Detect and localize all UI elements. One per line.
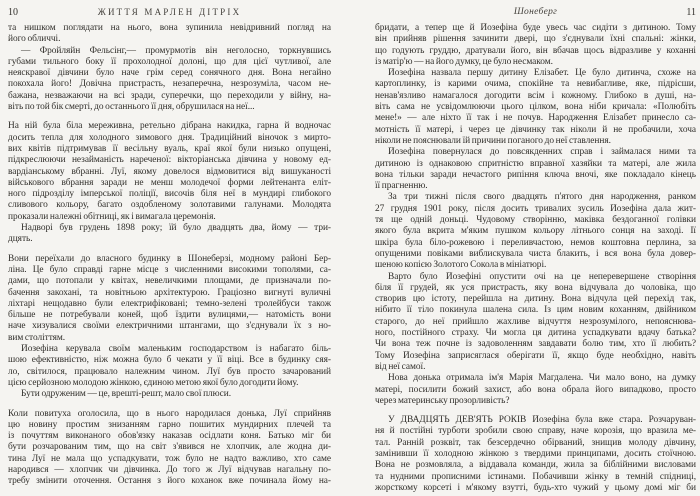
text-line: вих квітів підтримував її весільну вуаль, краї якої були низько опущені, bbox=[8, 143, 331, 154]
text-line: На ній була біла мереживна, ретельно дібрана накидка, гарна й водночас bbox=[8, 121, 331, 132]
text-line: він прийняв рішення зачинити двері, що з'єднували їхні спальні: жінки, bbox=[375, 34, 696, 45]
text-line: требу змінити оточення. Остання з його коханок вже починала йому на- bbox=[8, 476, 331, 487]
text-line: від неї самої. bbox=[375, 361, 426, 372]
text-line: із почуттям виконаного обов'язку наказав осідлати коня. Батько міг би bbox=[8, 431, 331, 442]
paragraph bbox=[375, 373, 696, 407]
text-line: вардіанському вбранні. Луї, якому довелося відмовитися від вишуканості bbox=[8, 166, 331, 177]
text-line: його обличчі. bbox=[8, 34, 61, 45]
text-line: За три тижні після свого двадцять п'ятого дня народження, ранком bbox=[388, 192, 696, 203]
text-line: ніколи не пояснювали їй причини поганого до неї ставлення. bbox=[375, 135, 611, 146]
text-line: бачення закохані, та новітньою архітектурою. Граціозно вигнуті вуличні bbox=[8, 287, 331, 298]
text-line: нібито її тіло покинула шалена сила. Із цим новим коханням, двійником bbox=[375, 305, 696, 316]
text-line: цю новину простим знизанням гарно пошитих мундирних плечей та bbox=[8, 419, 331, 430]
text-line: бридати, а тепер ще й Йозефіна буде увесь час сидіти з дитиною. Тому bbox=[375, 23, 696, 33]
text-line: Бути одруженим — це, врешті-решт, мало свої плюси. bbox=[21, 389, 231, 400]
text-line: картоплинку, із карими очима, спокійне та невибагливе, яке, підрісши, bbox=[375, 79, 696, 90]
text-line: із матір'ю — на його думку, це було несмаком. bbox=[375, 56, 553, 67]
text-line: віть по той бік смерті, до останнього її дня, обрушилася на неї... bbox=[8, 102, 255, 113]
paragraph bbox=[8, 344, 331, 389]
text-line: вим століттям. bbox=[8, 332, 66, 343]
paragraph bbox=[8, 254, 331, 344]
text-line: ліна. Це було справді гарне місце з численними високими тополями, са- bbox=[8, 264, 331, 275]
text-line: підкреслюючи незайманість нареченої: вікторіанська дівчина у новому ед- bbox=[8, 155, 331, 166]
text-line: біля її грудей, як уся пристрасть, яку вона відчувала до чоловіка, що bbox=[375, 282, 696, 293]
text-line: віть сама не усвідомлюючи цього цілком, вона ніби кричала: «Полюбіть bbox=[375, 102, 696, 113]
text-line: ного, постійного страху. Чи могла ця дитина успадкувати вдачу батька? bbox=[375, 328, 696, 339]
page-left bbox=[8, 0, 331, 496]
text-line: замінивши її холодною жінкою з твердими принципами, досить стоїчною. bbox=[375, 448, 696, 459]
text-line: ло, світилося, працювало належним чином. Луї був просто зачарований bbox=[8, 366, 331, 377]
text-line: військового вбрання заради не менш молодечої форми лейтенанта еліт- bbox=[8, 177, 331, 188]
text-line: Вони переїхали до власного будинку в Шонеберзі, модному районі Бер- bbox=[8, 253, 331, 264]
text-line: тя ще одній доньці. Чудовому створінню, маківка бездоганної голівки bbox=[375, 215, 696, 226]
paragraph bbox=[375, 68, 696, 147]
text-line: 27 грудня 1901 року, після досить тривалих зусиль Йозефіна дала жит- bbox=[375, 203, 696, 214]
text-line: шою ефективністю, ніж можна було б чекати у її віці. Все в будинку сяя- bbox=[8, 355, 331, 366]
text-line: У ДВАДЦЯТЬ ДЕВ'ЯТЬ РОКІВ Йозефіна була вже стара. Розчаруван- bbox=[388, 415, 696, 426]
running-head-right: Шонеберг bbox=[513, 7, 558, 17]
text-line: створив цю істоту, перейшла на дитину. Вона відчула цей перехід так, bbox=[375, 294, 696, 305]
text-line: неяскравої дівчини було наче грім серед сонячного дня. Вона негайно bbox=[8, 68, 331, 79]
paragraph bbox=[8, 223, 331, 246]
page-number-right: 11 bbox=[686, 7, 696, 18]
text-line: губами тильного боку її прохолодної долоні, що для цієї чутливої, але bbox=[8, 56, 331, 67]
running-head-left: ЖИТТЯ МАРЛЕН ДІТРІХ bbox=[97, 7, 242, 17]
text-line: жорсткому корсеті і м'якому взутті, будь-хто чужий у цьому домі міг би bbox=[375, 482, 696, 493]
text-line: Коли повитуха оголосила, що в нього народилася донька, Луї сприйняв bbox=[8, 408, 331, 419]
text-line: — Фройляйн Фельсінг,— промурмотів він неголосно, торкнувшись bbox=[21, 45, 331, 56]
page-body-left bbox=[8, 23, 331, 488]
text-line: дами, що потопали у квітах, невеличкими площами, де призначали по- bbox=[8, 276, 331, 287]
paragraph bbox=[375, 415, 696, 494]
paragraph bbox=[8, 46, 331, 114]
paragraph bbox=[8, 389, 331, 400]
text-line: проказали належні обітниці, як і вимагала церемонія. bbox=[8, 211, 216, 222]
text-line: та нудними прописними істинами. Побачивши жінку в темній спідниці, bbox=[375, 471, 696, 482]
text-line: наче хизувалися своїми електричними штангами, що з'єднували їх з но- bbox=[8, 321, 331, 332]
text-line: ліхтарі нещодавно були електрифіковані; темно-зелені тролейбуси також bbox=[8, 298, 331, 309]
text-line: досить тепла для холодного зимового дня. Традиційний віночок з мирто- bbox=[8, 132, 331, 143]
text-line: Нова донька отримала ім'я Марія Магдалена. Чи мало воно, на думку bbox=[388, 373, 696, 384]
text-line: Вона не розмовляла, а віддавала команди, жила за біблійними висловами bbox=[375, 460, 696, 471]
text-line: мене!» — але ніхто її так і не почув. Народження Елізабет принесло са- bbox=[375, 113, 696, 124]
text-line: сливового кольору, багато оздобленому золотавими галунами. Молодята bbox=[8, 200, 331, 211]
text-line: старого, до неї прийшло жахливе відчуття незрозумілого, непояснюва- bbox=[375, 316, 696, 327]
text-line: покохала його! Довічна пристрасть, незаперечна, незрозуміла, часом не- bbox=[8, 79, 331, 90]
text-line: через материнську прозорливість? bbox=[375, 395, 510, 406]
text-line: народився — хлопчик чи дівчинка. До того ж Луї відчував нагальну по- bbox=[8, 464, 331, 475]
text-line: Чи вона теж почне із задоволенням завдавати болю тим, хто її любить? bbox=[375, 339, 696, 350]
text-line: Надворі був грудень 1898 року; їй було двадцять два, йому — три- bbox=[21, 223, 331, 234]
text-line: Йозефіна керувала своїм маленьким господарством із набагато біль- bbox=[21, 344, 331, 355]
text-line: вона тільки заради нечастого рипіння ключа вночі, яке покладало кінець bbox=[375, 169, 696, 180]
text-line: ного підрозділу імперської поліції, височів біля неї в мундирі глибокого bbox=[8, 189, 331, 200]
page-body-right bbox=[375, 23, 696, 494]
text-line: шеною копією Золотого Сокола в мініатюрі. bbox=[375, 260, 547, 271]
text-line: Варто було Йозефіні опустити очі на це неперевершене створіння bbox=[388, 271, 696, 282]
paragraph bbox=[375, 23, 696, 68]
paragraph bbox=[375, 192, 696, 271]
text-line: що годують груддю, дратували його, він вбачав щось відразливе у коханні bbox=[375, 45, 696, 56]
text-line: ненав'язливо намагалося догодити всім і кожному. Глибоко в душі, на- bbox=[375, 90, 696, 101]
page-header-left bbox=[8, 6, 331, 19]
text-line: тал. Ранній розквіт, так безсердечно обірваний, знищив молоду дівчину, bbox=[375, 437, 696, 448]
text-line: ня й постійні турботи зробили свою справу, наче корозія, що вразила ме- bbox=[375, 426, 696, 437]
paragraph bbox=[375, 147, 696, 192]
text-line: опущеними повіками виблискувала чиста блакить, і вся вона була довер- bbox=[375, 248, 696, 259]
page-number-left: 10 bbox=[8, 7, 18, 18]
paragraph bbox=[375, 272, 696, 374]
text-line: бажана, незважаючи на всі зради, суперечки, що переходили у війну, на- bbox=[8, 90, 331, 101]
page-right bbox=[375, 0, 696, 496]
page-header-right bbox=[375, 6, 696, 19]
text-line: тина Луї не мала що успадкувати, тож було не надто важливо, хто саме bbox=[8, 453, 331, 464]
text-line: якого була вкрита м'яким пушком кольору літнього сонця на заході. Її bbox=[375, 226, 696, 237]
text-line: дитиною із однаковою спритністю вправної хазяйки та матері, але жила bbox=[375, 158, 696, 169]
text-line: цією серйозною молодою жінкою, єдиною метою якої було догодити йому. bbox=[8, 377, 299, 388]
text-line: матері, посилити божий захист, або вона обрала його випадково, просто bbox=[375, 384, 696, 395]
text-line: Йозефіна повернулася до повсякденних справ і займалася ними та bbox=[388, 147, 696, 158]
text-line: бути розчарованим тим, що на світ з'явився не хлопчик, але жодна ди- bbox=[8, 442, 331, 453]
text-line: та нишком поглядати на нього, вона зупинила невідривний погляд на bbox=[8, 23, 331, 33]
paragraph bbox=[8, 121, 331, 223]
text-line: Йозефіна назвала першу дитину Елізабет. Це було дитинча, схоже на bbox=[388, 68, 696, 79]
text-line: дцять. bbox=[8, 234, 33, 245]
text-line: Тому Йозефіна заприсяглася оберігати її, якщо буде необхідно, навіть bbox=[375, 350, 696, 361]
paragraph bbox=[8, 23, 331, 46]
text-line: шкіра була біло-рожевою і переливчастою, немов коштовна перлина, за bbox=[375, 237, 696, 248]
text-line: її прагненню. bbox=[375, 181, 428, 192]
text-line: більше не потребували коней, щоб їздити вулицями,— натомість вони bbox=[8, 310, 331, 321]
paragraph bbox=[8, 409, 331, 488]
text-line: мотність її матері, і через це дівчинку так ніколи й не пробачили, хоча bbox=[375, 124, 696, 135]
